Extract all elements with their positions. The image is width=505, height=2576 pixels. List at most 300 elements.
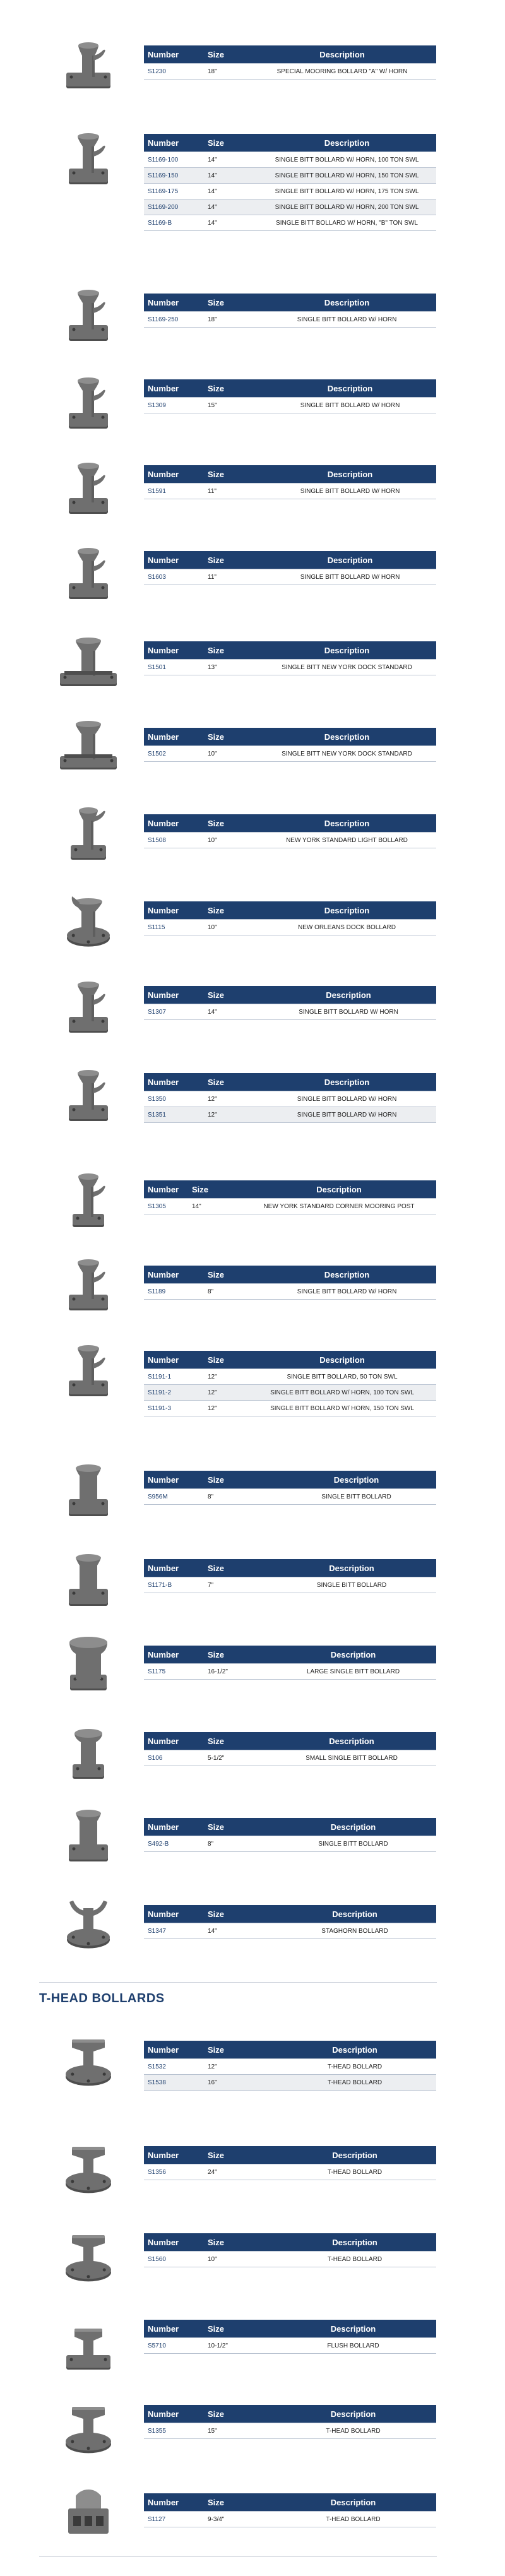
header-description: Description	[330, 2409, 376, 2419]
header-size: Size	[208, 732, 225, 742]
spec-table	[144, 2233, 436, 2267]
table-row	[144, 920, 436, 935]
part-description: T-HEAD BOLLARD	[273, 2059, 436, 2075]
part-size: 10"	[204, 746, 258, 762]
table-row	[144, 1091, 436, 1107]
part-size: 18"	[204, 64, 248, 80]
header-description: Description	[324, 818, 370, 828]
part-number: S1230	[144, 64, 204, 80]
header-description: Description	[324, 1077, 370, 1087]
header-size: Size	[208, 2409, 225, 2419]
part-description: NEW YORK STANDARD CORNER MOORING POST	[242, 1199, 436, 1214]
new-orleans-dock-bollard-icon	[50, 882, 126, 958]
spec-table-header	[144, 1073, 436, 1091]
part-number: S1350	[144, 1091, 204, 1107]
part-size: 14"	[204, 215, 258, 231]
spec-table	[144, 814, 436, 848]
header-description: Description	[319, 49, 365, 59]
spec-table	[144, 1646, 436, 1680]
part-size: 10"	[204, 920, 258, 935]
part-size: 10"	[204, 833, 258, 848]
part-description: LARGE SINGLE BITT BOLLARD	[270, 1664, 436, 1680]
staghorn-bollard-icon	[50, 1883, 126, 1959]
header-size: Size	[208, 2150, 225, 2160]
single-bitt-bollard-icon	[50, 1796, 126, 1872]
part-number: S1115	[144, 920, 204, 935]
part-description: SINGLE BITT BOLLARD W/ HORN	[258, 1091, 436, 1107]
part-number: S1175	[144, 1664, 204, 1680]
part-description: SINGLE BITT BOLLARD W/ HORN	[264, 398, 436, 413]
header-number: Number	[148, 2409, 179, 2419]
part-size: 11"	[204, 484, 264, 499]
part-size: 12"	[204, 1107, 258, 1123]
part-number: S1538	[144, 2075, 204, 2091]
header-size: Size	[208, 2045, 225, 2055]
footer-divider	[39, 2556, 437, 2557]
table-row	[144, 2423, 436, 2439]
spec-table	[144, 2493, 436, 2527]
part-number: S1356	[144, 2164, 204, 2180]
header-size: Size	[208, 1822, 225, 1832]
single-bitt-bollard-horn-icon	[50, 533, 126, 609]
header-description: Description	[324, 905, 370, 915]
table-row	[144, 1369, 436, 1385]
part-number: S1305	[144, 1199, 188, 1214]
header-number: Number	[148, 2324, 179, 2334]
header-number: Number	[148, 383, 179, 393]
part-description: SINGLE BITT NEW YORK DOCK STANDARD	[258, 746, 436, 762]
spec-table	[144, 2146, 436, 2180]
part-description: FLUSH BOLLARD	[270, 2338, 436, 2354]
spec-table-header	[144, 465, 436, 484]
part-number: S1169-250	[144, 312, 204, 328]
part-number: S1355	[144, 2423, 204, 2439]
header-size: Size	[208, 2324, 225, 2334]
part-description: SINGLE BITT BOLLARD W/ HORN, "B" TON SWL	[258, 215, 436, 231]
spec-table	[144, 379, 436, 413]
spec-table-header	[144, 45, 436, 64]
table-row	[144, 184, 436, 199]
spec-table-header	[144, 134, 436, 152]
header-description: Description	[324, 297, 370, 307]
part-number: S1347	[144, 1923, 204, 1939]
header-number: Number	[148, 2237, 179, 2247]
part-description: SINGLE BITT BOLLARD W/ HORN, 150 TON SWL	[248, 1401, 436, 1416]
part-description: SINGLE BITT BOLLARD W/ HORN	[264, 484, 436, 499]
header-number: Number	[148, 1649, 179, 1659]
part-number: S1169-150	[144, 168, 204, 184]
part-number: S1191-2	[144, 1385, 204, 1401]
part-description: T-HEAD BOLLARD	[273, 2252, 436, 2267]
part-size: 11"	[204, 569, 264, 585]
header-description: Description	[329, 1736, 374, 1746]
header-number: Number	[148, 1909, 179, 1919]
header-number: Number	[148, 2497, 179, 2507]
spec-table-header	[144, 2233, 436, 2252]
part-number: S1169-175	[144, 184, 204, 199]
new-york-dock-bollard-icon	[50, 704, 126, 780]
part-number: S5710	[144, 2338, 204, 2354]
header-description: Description	[327, 555, 373, 565]
header-size: Size	[208, 1355, 225, 1365]
part-size: 14"	[204, 199, 258, 215]
header-description: Description	[324, 732, 370, 742]
header-size: Size	[208, 1649, 225, 1659]
header-size: Size	[208, 1909, 225, 1919]
header-number: Number	[148, 1269, 179, 1279]
part-description: SINGLE BITT BOLLARD W/ HORN	[258, 1284, 436, 1300]
part-description: SMALL SINGLE BITT BOLLARD	[267, 1750, 436, 1766]
spec-table-header	[144, 1266, 436, 1284]
spec-table	[144, 1905, 436, 1939]
part-description: SINGLE BITT BOLLARD W/ HORN	[258, 312, 436, 328]
table-row	[144, 2059, 436, 2075]
part-description: NEW YORK STANDARD LIGHT BOLLARD	[258, 833, 436, 848]
part-number: S1191-3	[144, 1401, 204, 1416]
header-size: Size	[208, 2237, 225, 2247]
spec-table-header	[144, 2320, 436, 2338]
part-number: S1502	[144, 746, 204, 762]
single-bitt-bollard-icon	[50, 1540, 126, 1616]
part-number: S106	[144, 1750, 204, 1766]
header-size: Size	[208, 555, 225, 565]
part-description: SINGLE BITT BOLLARD, 50 TON SWL	[248, 1369, 436, 1385]
header-size: Size	[208, 49, 225, 59]
table-row	[144, 215, 436, 231]
header-number: Number	[148, 1475, 179, 1485]
part-description: NEW ORLEANS DOCK BOLLARD	[258, 920, 436, 935]
spec-table	[144, 1818, 436, 1852]
part-size: 12"	[204, 1401, 248, 1416]
header-size: Size	[208, 905, 225, 915]
spec-table-header	[144, 1732, 436, 1750]
single-bitt-bollard-horn-icon	[50, 363, 126, 439]
table-row	[144, 1836, 436, 1852]
part-size: 14"	[204, 1923, 273, 1939]
part-number: S1189	[144, 1284, 204, 1300]
header-number: Number	[148, 905, 179, 915]
header-number: Number	[148, 990, 179, 1000]
part-description: SINGLE BITT BOLLARD W/ HORN	[258, 1107, 436, 1123]
single-bitt-bollard-horn-icon	[50, 448, 126, 524]
header-number: Number	[148, 1184, 179, 1194]
part-size: 14"	[188, 1199, 242, 1214]
t-head-bollard-icon	[50, 2127, 126, 2203]
table-row	[144, 1385, 436, 1401]
table-row	[144, 2075, 436, 2091]
spec-table-header	[144, 1559, 436, 1577]
spec-table	[144, 1471, 436, 1505]
spec-table-header	[144, 2405, 436, 2423]
table-row	[144, 2338, 436, 2354]
spec-table	[144, 465, 436, 499]
part-description: SINGLE BITT BOLLARD W/ HORN, 200 TON SWL	[258, 199, 436, 215]
header-number: Number	[148, 2150, 179, 2160]
table-row	[144, 746, 436, 762]
header-description: Description	[330, 2497, 376, 2507]
spec-table-header	[144, 1818, 436, 1836]
part-size: 10"	[204, 2252, 273, 2267]
header-size: Size	[208, 1269, 225, 1279]
part-number: S1560	[144, 2252, 204, 2267]
header-description: Description	[316, 1184, 362, 1194]
table-row	[144, 1923, 436, 1939]
header-size: Size	[208, 138, 225, 148]
header-size: Size	[208, 1736, 225, 1746]
single-bitt-bollard-icon	[50, 1451, 126, 1526]
spec-table-header	[144, 294, 436, 312]
part-number: S1169-100	[144, 152, 204, 168]
header-number: Number	[148, 555, 179, 565]
single-bitt-bollard-horn-icon	[50, 119, 126, 194]
table-row	[144, 312, 436, 328]
spec-table-header	[144, 641, 436, 660]
header-size: Size	[208, 1475, 225, 1485]
header-number: Number	[148, 732, 179, 742]
spec-table	[144, 728, 436, 762]
header-number: Number	[148, 1563, 179, 1573]
mooring-bollard-horn-icon	[50, 24, 126, 100]
spec-table	[144, 641, 436, 675]
header-size: Size	[192, 1184, 209, 1194]
part-size: 24"	[204, 2164, 273, 2180]
section-heading-t-head-bollards: T-HEAD BOLLARDS	[39, 1991, 165, 2005]
header-size: Size	[208, 383, 225, 393]
header-number: Number	[148, 1355, 179, 1365]
spec-table	[144, 2041, 436, 2091]
table-row	[144, 398, 436, 413]
part-description: SINGLE BITT BOLLARD	[270, 1836, 436, 1852]
spec-table-header	[144, 901, 436, 920]
part-description: SINGLE BITT NEW YORK DOCK STANDARD	[258, 660, 436, 675]
flush-bollard-icon	[50, 2303, 126, 2378]
part-description: SINGLE BITT BOLLARD W/ HORN, 100 TON SWL	[248, 1385, 436, 1401]
table-row	[144, 2164, 436, 2180]
part-number: S1501	[144, 660, 204, 675]
part-number: S1603	[144, 569, 204, 585]
light-bollard-icon	[50, 794, 126, 870]
header-description: Description	[327, 469, 373, 479]
t-head-bollard-icon	[50, 2216, 126, 2291]
table-row	[144, 168, 436, 184]
part-size: 15"	[204, 2423, 270, 2439]
header-description: Description	[324, 138, 370, 148]
table-row	[144, 1577, 436, 1593]
spec-table	[144, 1073, 436, 1123]
small-single-bitt-bollard-icon	[50, 1712, 126, 1788]
part-size: 13"	[204, 660, 258, 675]
part-description: T-HEAD BOLLARD	[273, 2075, 436, 2091]
part-description: SINGLE BITT BOLLARD W/ HORN	[264, 569, 436, 585]
header-description: Description	[326, 990, 371, 1000]
spec-table	[144, 1266, 436, 1300]
section-divider	[39, 1982, 437, 1983]
spec-table-header	[144, 1351, 436, 1369]
part-size: 12"	[204, 1091, 258, 1107]
header-size: Size	[208, 990, 225, 1000]
single-bitt-bollard-horn-icon	[50, 275, 126, 351]
part-size: 12"	[204, 2059, 273, 2075]
new-york-dock-bollard-icon	[50, 620, 126, 696]
large-single-bitt-bollard-icon	[50, 1625, 126, 1701]
part-number: S1127	[144, 2512, 204, 2527]
part-description: SINGLE BITT BOLLARD W/ HORN, 175 TON SWL	[258, 184, 436, 199]
table-row	[144, 833, 436, 848]
part-size: 14"	[204, 168, 258, 184]
single-bitt-bollard-horn-icon	[50, 967, 126, 1043]
part-number: S492-B	[144, 1836, 204, 1852]
header-size: Size	[208, 469, 225, 479]
header-description: Description	[332, 1909, 377, 1919]
spec-table-header	[144, 379, 436, 398]
header-size: Size	[208, 297, 225, 307]
spec-table	[144, 294, 436, 328]
header-description: Description	[332, 2045, 377, 2055]
spec-table-header	[144, 1646, 436, 1664]
part-size: 15"	[204, 398, 264, 413]
header-description: Description	[324, 1269, 370, 1279]
single-bitt-bollard-horn-icon	[50, 1055, 126, 1131]
header-number: Number	[148, 1736, 179, 1746]
part-description: SINGLE BITT BOLLARD W/ HORN, 150 TON SWL	[258, 168, 436, 184]
table-row	[144, 152, 436, 168]
part-description: T-HEAD BOLLARD	[270, 2512, 436, 2527]
part-size: 10-1/2"	[204, 2338, 270, 2354]
spec-table-header	[144, 1180, 436, 1199]
part-number: S1591	[144, 484, 204, 499]
header-description: Description	[332, 2237, 377, 2247]
part-number: S1171-B	[144, 1577, 204, 1593]
part-description: SINGLE BITT BOLLARD W/ HORN, 100 TON SWL	[258, 152, 436, 168]
part-number: S1351	[144, 1107, 204, 1123]
table-row	[144, 2252, 436, 2267]
header-description: Description	[319, 1355, 365, 1365]
spec-table-header	[144, 2041, 436, 2059]
t-head-block-bollard-icon	[50, 2474, 126, 2550]
header-number: Number	[148, 2045, 179, 2055]
part-description: SPECIAL MOORING BOLLARD "A" W/ HORN	[248, 64, 436, 80]
part-number: S1169-B	[144, 215, 204, 231]
spec-table	[144, 1180, 436, 1214]
part-size: 5-1/2"	[204, 1750, 267, 1766]
part-number: S1191-1	[144, 1369, 204, 1385]
spec-table	[144, 1559, 436, 1593]
spec-table-header	[144, 1905, 436, 1923]
part-description: STAGHORN BOLLARD	[273, 1923, 436, 1939]
spec-table	[144, 134, 436, 231]
part-size: 9-3/4"	[204, 2512, 270, 2527]
part-size: 14"	[204, 1004, 261, 1020]
table-row	[144, 1401, 436, 1416]
part-description: SINGLE BITT BOLLARD	[267, 1577, 436, 1593]
spec-table	[144, 2405, 436, 2439]
part-size: 12"	[204, 1369, 248, 1385]
table-row	[144, 660, 436, 675]
t-head-bollard-icon	[50, 2387, 126, 2463]
part-size: 16"	[204, 2075, 273, 2091]
header-description: Description	[330, 1822, 376, 1832]
header-description: Description	[332, 2150, 377, 2160]
header-number: Number	[148, 469, 179, 479]
header-number: Number	[148, 297, 179, 307]
table-row	[144, 1489, 436, 1505]
part-size: 8"	[204, 1284, 258, 1300]
spec-table-header	[144, 1471, 436, 1489]
part-number: S1532	[144, 2059, 204, 2075]
spec-table	[144, 986, 436, 1020]
header-number: Number	[148, 818, 179, 828]
single-bitt-bollard-horn-icon	[50, 1331, 126, 1406]
spec-table-header	[144, 2146, 436, 2164]
header-size: Size	[208, 818, 225, 828]
table-row	[144, 1664, 436, 1680]
spec-table-header	[144, 2493, 436, 2512]
spec-table	[144, 45, 436, 80]
header-size: Size	[208, 2497, 225, 2507]
header-description: Description	[333, 1475, 379, 1485]
part-size: 18"	[204, 312, 258, 328]
header-size: Size	[208, 1077, 225, 1087]
part-number: S1169-200	[144, 199, 204, 215]
part-number: S1508	[144, 833, 204, 848]
header-number: Number	[148, 138, 179, 148]
table-row	[144, 1284, 436, 1300]
part-size: 12"	[204, 1385, 248, 1401]
table-row	[144, 484, 436, 499]
spec-table	[144, 551, 436, 585]
part-size: 14"	[204, 152, 258, 168]
corner-mooring-post-icon	[50, 1161, 126, 1237]
part-description: T-HEAD BOLLARD	[270, 2423, 436, 2439]
header-description: Description	[327, 383, 373, 393]
table-row	[144, 1004, 436, 1020]
table-row	[144, 199, 436, 215]
table-row	[144, 2512, 436, 2527]
table-row	[144, 1750, 436, 1766]
header-number: Number	[148, 49, 179, 59]
part-description: T-HEAD BOLLARD	[273, 2164, 436, 2180]
header-description: Description	[330, 2324, 376, 2334]
spec-table-header	[144, 728, 436, 746]
table-row	[144, 569, 436, 585]
part-size: 8"	[204, 1489, 276, 1505]
part-description: SINGLE BITT BOLLARD W/ HORN	[261, 1004, 436, 1020]
header-number: Number	[148, 645, 179, 655]
header-description: Description	[324, 645, 370, 655]
part-size: 8"	[204, 1836, 270, 1852]
header-number: Number	[148, 1077, 179, 1087]
part-description: SINGLE BITT BOLLARD	[276, 1489, 436, 1505]
part-number: S1307	[144, 1004, 204, 1020]
part-size: 14"	[204, 184, 258, 199]
spec-table	[144, 1351, 436, 1416]
header-description: Description	[330, 1649, 376, 1659]
part-size: 7"	[204, 1577, 267, 1593]
part-number: S956M	[144, 1489, 204, 1505]
table-row	[144, 1107, 436, 1123]
header-description: Description	[329, 1563, 374, 1573]
spec-table-header	[144, 814, 436, 833]
t-head-bollard-icon	[50, 2020, 126, 2096]
spec-table-header	[144, 986, 436, 1004]
header-size: Size	[208, 645, 225, 655]
single-bitt-bollard-horn-icon	[50, 1245, 126, 1321]
part-number: S1309	[144, 398, 204, 413]
spec-table	[144, 1732, 436, 1766]
header-number: Number	[148, 1822, 179, 1832]
table-row	[144, 64, 436, 80]
part-size: 16-1/2"	[204, 1664, 270, 1680]
